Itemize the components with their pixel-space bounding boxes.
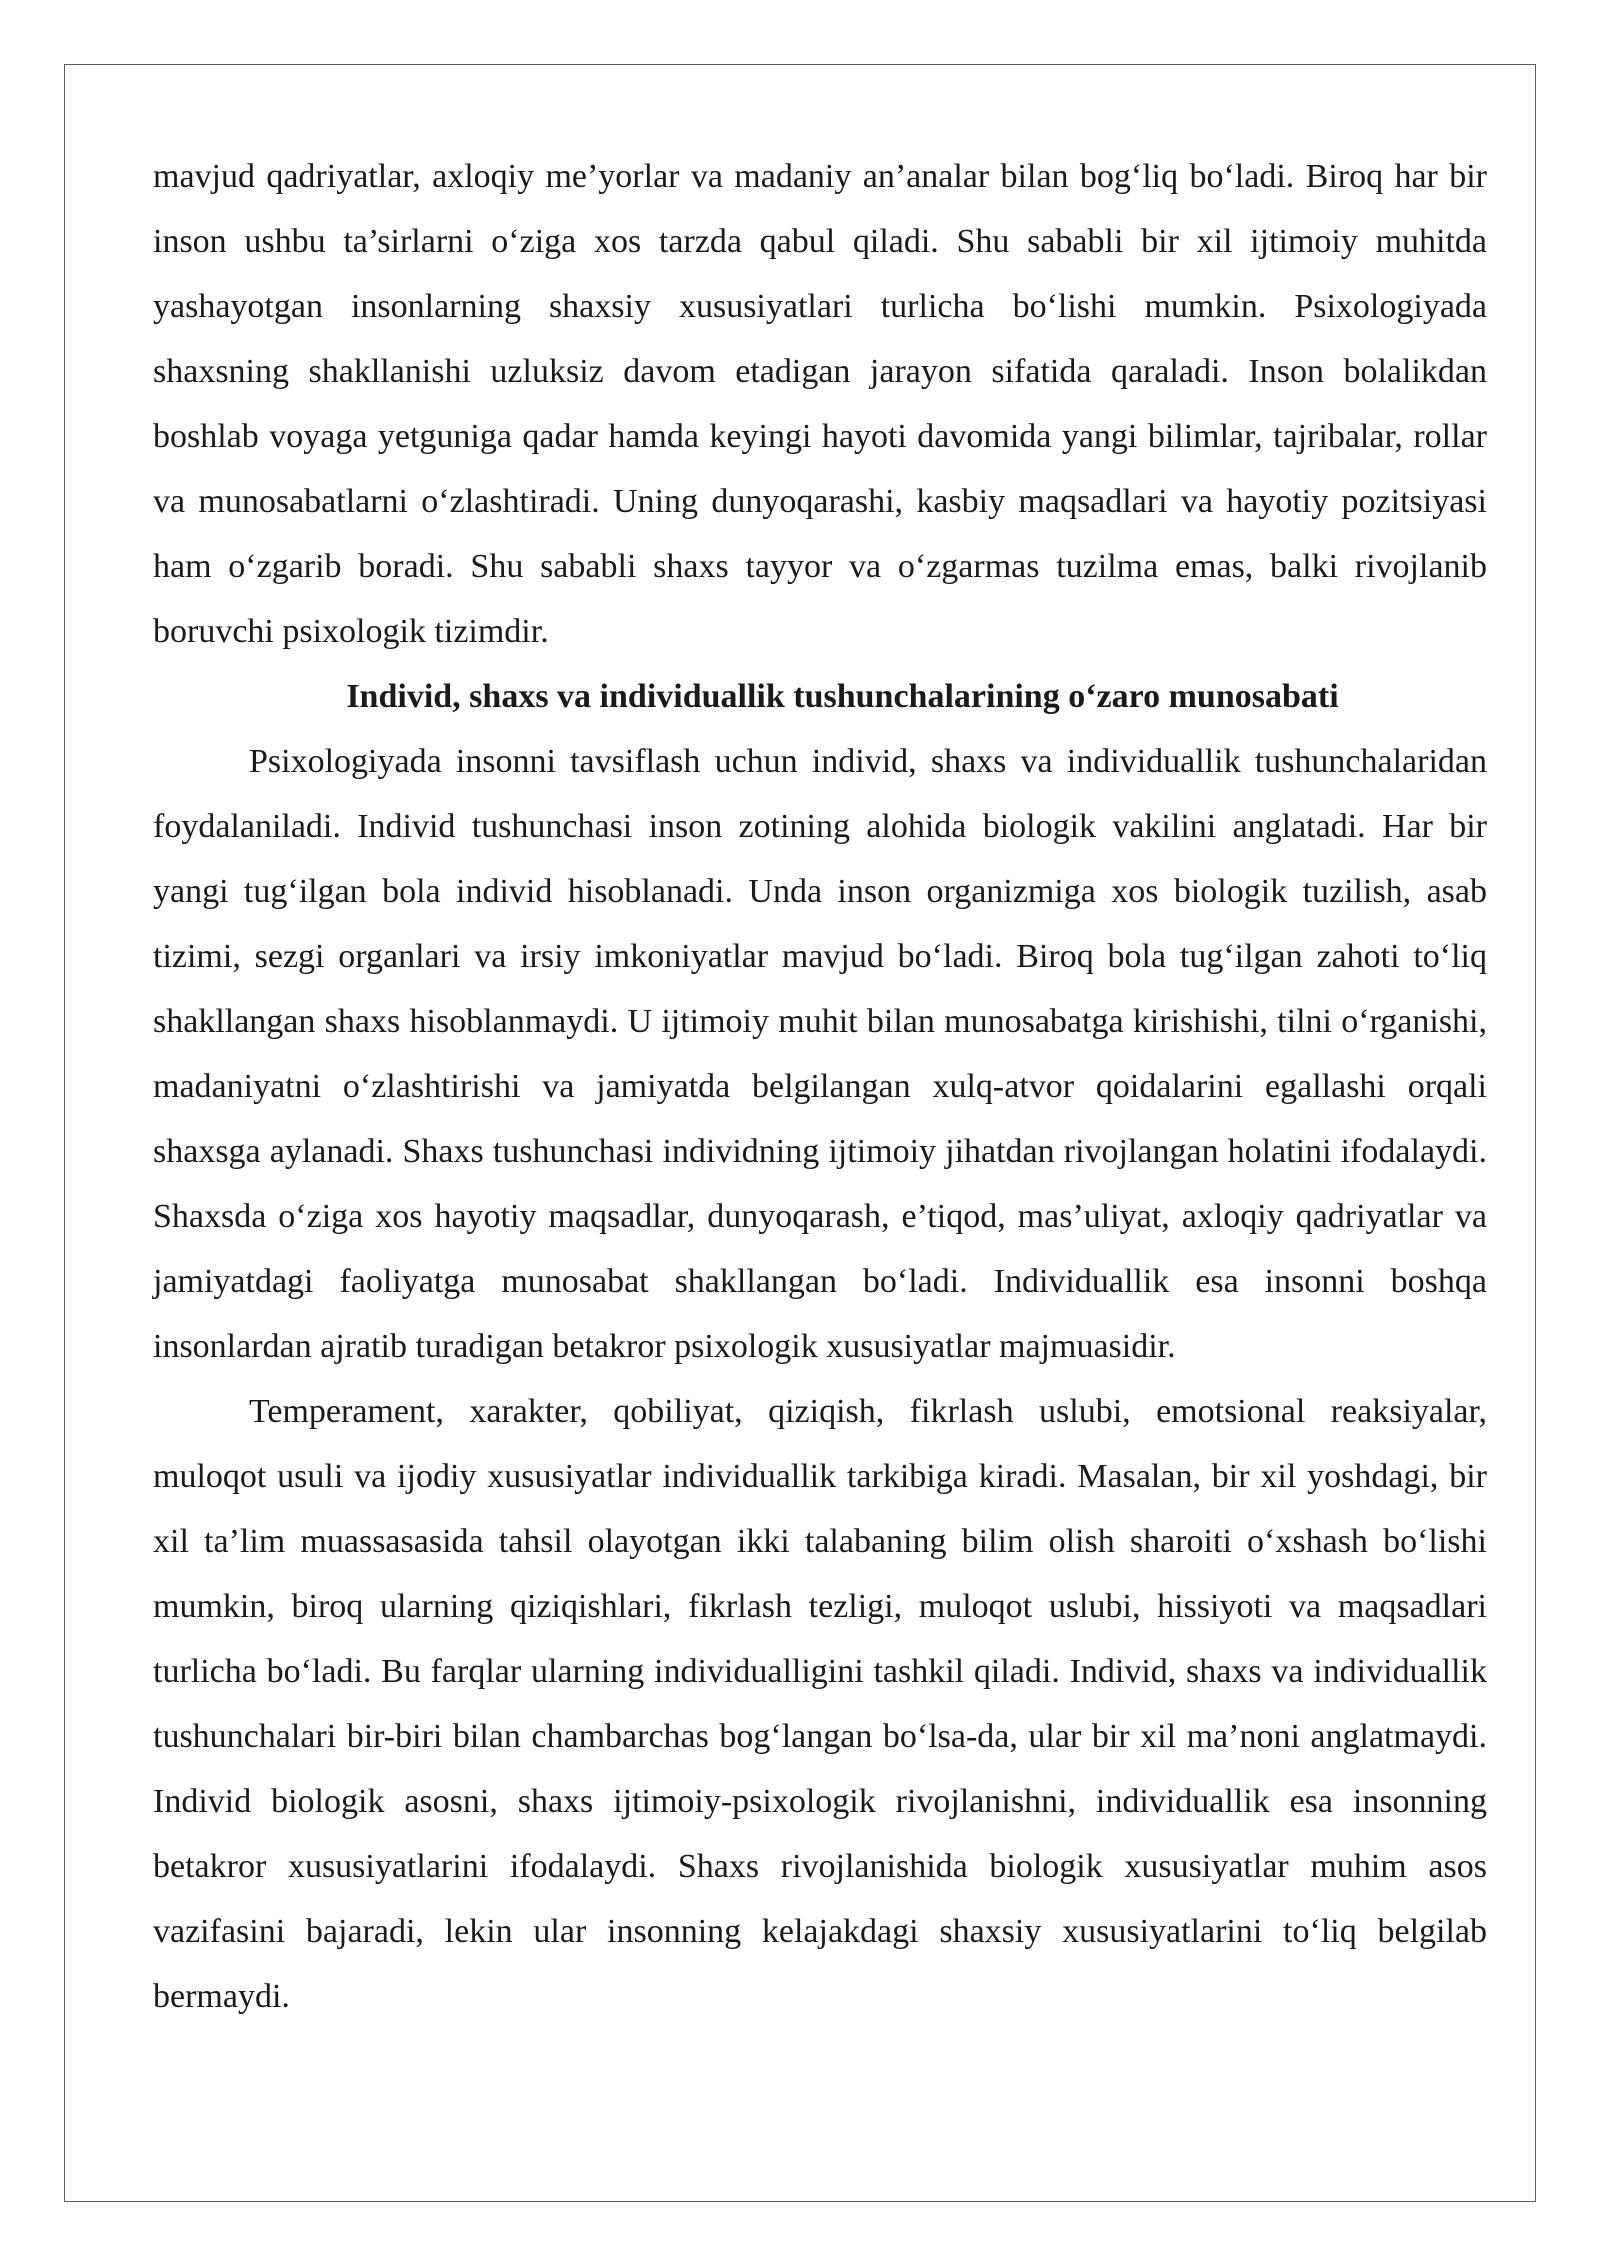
paragraph-individuality: Temperament, xarakter, qobiliyat, qiziqish, fikrlash uslubi, emotsional reaksiyalar, muloqot usuli va ijodiy xususiyatlar individuallik tarkibiga kiradi. Masalan, bir xil yoshdagi, bir xil ta’lim muassasasida tahsil olayotgan ikki talabaning bilim olish sharoiti o‘xshash bo‘lishi mumkin, biroq ularning qiziqishlari, fikrlash tezligi, muloqot uslubi, hissiyoti va maqsadlari turlicha bo‘ladi. Bu farqlar ularning individualligini tashkil qiladi. Individ, shaxs va individuallik tushunchalari bir-biri bilan chambarchas bog‘langan bo‘lsa-da, ular bir xil ma’noni anglatmaydi. Individ biologik asosni, shaxs ijtimoiy-psixologik rivojlanishni, individuallik esa insonning betakror xususiyatlarini ifodalaydi. Shaxs rivojlanishida biologik xususiyatlar muhim asos vazifasini bajaradi, lekin ular insonning kelajakdagi shaxsiy xususiyatlarini to‘liq belgilab bermaydi. xyxy=(153,1393,1487,2015)
document-body xyxy=(153,144,1487,2029)
paragraph-definitions: Psixologiyada insonni tavsiflash uchun individ, shaxs va individuallik tushunchalaridan foydalaniladi. Individ tushunchasi inson zotining alohida biologik vakilini anglatadi. Har bir yangi tug‘ilgan bola individ hisoblanadi. Unda inson organizmiga xos biologik tuzilish, asab tizimi, sezgi organlari va irsiy imkoniyatlar mavjud bo‘ladi. Biroq bola tug‘ilgan zahoti to‘liq shakllangan shaxs hisoblanmaydi. U ijtimoiy muhit bilan munosabatga kirishishi, tilni o‘rganishi, madaniyatni o‘zlashtirishi va jamiyatda belgilangan xulq-atvor qoidalarini egallashi orqali shaxsga aylanadi. Shaxs tushunchasi individning ijtimoiy jihatdan rivojlangan holatini ifodalaydi. Shaxsda o‘ziga xos hayotiy maqsadlar, dunyoqarash, e’tiqod, mas’uliyat, axloqiy qadriyatlar va jamiyatdagi faoliyatga munosabat shakllangan bo‘ladi. Individuallik esa insonni boshqa insonlardan ajratib turadigan betakror psixologik xususiyatlar majmuasidir. xyxy=(153,743,1487,1365)
section-heading: Individ, shaxs va individuallik tushunchalarining o‘zaro munosabati xyxy=(346,678,1339,715)
paragraph-continued: mavjud qadriyatlar, axloqiy me’yorlar va madaniy an’analar bilan bog‘liq bo‘ladi. Biroq har bir inson ushbu ta’sirlarni o‘ziga xos tarzda qabul qiladi. Shu sababli bir xil ijtimoiy muhitda yashayotgan insonlarning shaxsiy xususiyatlari turlicha bo‘lishi mumkin. Psixologiyada shaxsning shakllanishi uzluksiz davom etadigan jarayon sifatida qaraladi. Inson bolalikdan boshlab voyaga yetguniga qadar hamda keyingi hayoti davomida yangi bilimlar, tajribalar, rollar va munosabatlarni o‘zlashtiradi. Uning dunyoqarashi, kasbiy maqsadlari va hayotiy pozitsiyasi ham o‘zgarib boradi. Shu sababli shaxs tayyor va o‘zgarmas tuzilma emas, balki rivojlanib boruvchi psixologik tizimdir. xyxy=(153,158,1487,650)
